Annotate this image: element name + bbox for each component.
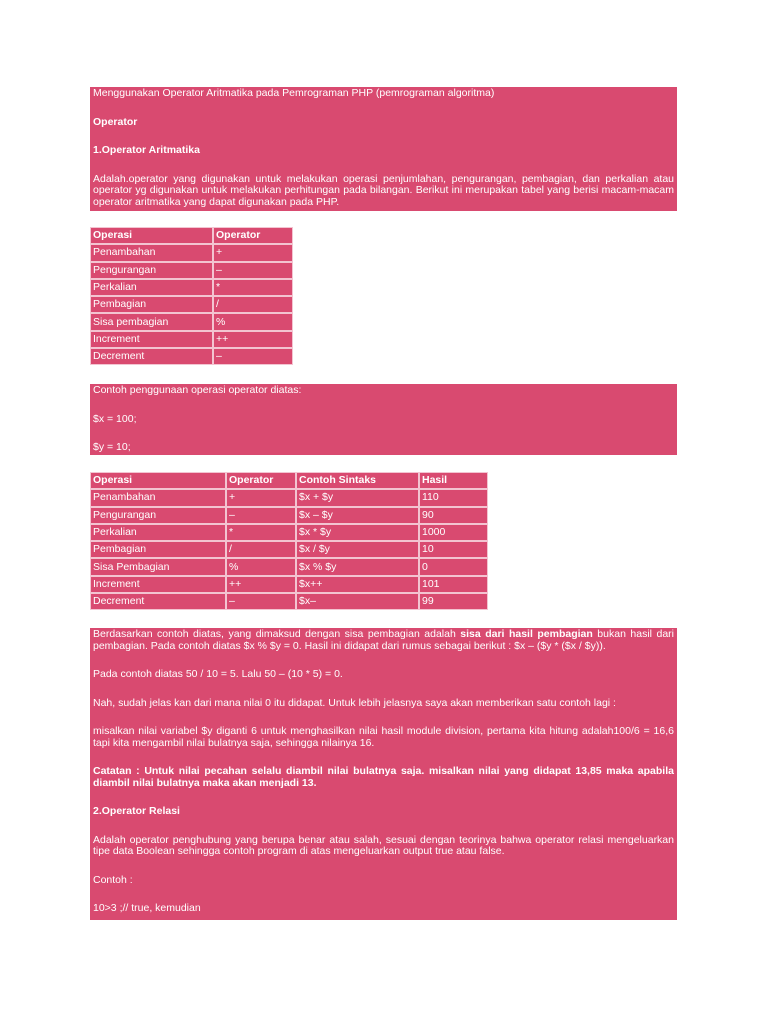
table-row [90,593,488,610]
table-row [90,296,293,313]
table-cell: – [213,262,293,279]
relational-example-label: Contoh : [93,873,133,886]
table-cell: / [213,296,293,313]
table-row [90,558,488,575]
table-cell: Decrement [90,348,213,365]
table-row [90,313,293,330]
operator-table [90,227,293,365]
table-row [90,489,488,506]
table-cell: Sisa Pembagian [90,558,226,575]
table-row [90,279,293,296]
table-header-row [90,472,488,489]
table-cell: 10 [419,541,488,558]
table-row [90,541,488,558]
table-cell: * [226,524,296,541]
table-cell: 1000 [419,524,488,541]
table-cell: – [213,348,293,365]
table-cell: Pembagian [90,541,226,558]
table-cell: $x * $y [296,524,419,541]
table-cell: 99 [419,593,488,610]
table-cell: – [226,507,296,524]
table-cell: 110 [419,489,488,506]
table-cell: Decrement [90,593,226,610]
table-cell: $x – $y [296,507,419,524]
heading-relational-operator: 2.Operator Relasi [93,805,180,817]
intro-section [90,87,677,211]
example-intro: Contoh penggunaan operasi operator diatas: [93,384,302,396]
table-row [90,348,293,365]
table-cell: Pembagian [90,296,213,313]
table-cell: $x + $y [296,489,419,506]
table-cell: ++ [213,331,293,348]
table-cell: Increment [90,331,213,348]
table-cell: Pengurangan [90,507,226,524]
column-header: Contoh Sintaks [296,472,419,489]
table-cell: % [213,313,293,330]
table-row [90,507,488,524]
example-y-assignment: $y = 10; [93,441,131,453]
table-cell: Penambahan [90,244,213,261]
table-cell: 0 [419,558,488,575]
intro-paragraph: Adalah.operator yang digunakan untuk melakukan operasi penjumlahan, pengurangan, pembagian, dan perkalian atau operator yg digunakan untuk melakukan perhitungan pada bilangan. Berikut ini merupakan tabel yang berisi macam-macam operator aritmatika yang dapat digunakan pada PHP. [93,172,674,208]
column-header: Operasi [90,472,226,489]
table-row [90,244,293,261]
column-header: Operator [213,227,293,244]
table-cell: * [213,279,293,296]
relational-description: Adalah operator penghubung yang berupa benar atau salah, sesuai dengan teorinya bahwa operator relasi mengeluarkan tipe data Boolean sehingga contoh program di atas mengeluarkan output true atau false. [93,833,674,857]
note-paragraph: Catatan : Untuk nilai pecahan selalu diambil nilai bulatnya saja. misalkan nilai yang didapat 13,85 maka apabila diambil nilai bulatnya maka akan menjadi 13. [93,765,674,789]
example-section [90,384,677,455]
table-cell: $x++ [296,576,419,593]
table-cell: Perkalian [90,279,213,296]
example-results-table [90,472,488,610]
table-cell: % [226,558,296,575]
table-row [90,331,293,348]
table-cell: / [226,541,296,558]
table-cell: 101 [419,576,488,593]
table-cell: Perkalian [90,524,226,541]
document-title: Menggunakan Operator Aritmatika pada Pemrograman PHP (pemrograman algoritma) [93,87,495,99]
table-cell: Penambahan [90,489,226,506]
table-cell: + [213,244,293,261]
relational-example-code: 10>3 ;// true, kemudian [93,902,201,914]
table-cell: Sisa pembagian [90,313,213,330]
table-cell: ++ [226,576,296,593]
table-cell: $x % $y [296,558,419,575]
explanation-section [90,628,677,920]
column-header: Hasil [419,472,488,489]
table-cell: + [226,489,296,506]
table-cell: Pengurangan [90,262,213,279]
table-row [90,524,488,541]
table-cell: 90 [419,507,488,524]
table-cell: – [226,593,296,610]
heading-arithmetic-operator: 1.Operator Aritmatika [93,144,200,156]
table-row [90,262,293,279]
column-header: Operator [226,472,296,489]
table-header-row [90,227,293,244]
column-header: Operasi [90,227,213,244]
explanation-paragraph-4: misalkan nilai variabel $y diganti 6 untuk menghasilkan nilai hasil module division, pertama kita hitung adalah100/6 = 16,6 tapi kita mengambil nilai bulatnya saja, sehingga nilainya 16. [93,725,674,749]
explanation-paragraph-1: Berdasarkan contoh diatas, yang dimaksud dengan sisa pembagian adalah sisa dari hasil pembagian bukan hasil dari pembagian. Pada contoh diatas $x % $y = 0. Hasil ini didapat dari rumus sebagai berikut : $x – ($y * ($x / $y)). [93,628,674,652]
heading-operator: Operator [93,115,138,128]
table-cell: $x– [296,593,419,610]
table-cell: $x / $y [296,541,419,558]
explanation-paragraph-2: Pada contoh diatas 50 / 10 = 5. Lalu 50 – (10 * 5) = 0. [93,668,343,680]
table-cell: Increment [90,576,226,593]
example-x-assignment: $x = 100; [93,412,137,425]
explanation-paragraph-3: Nah, sudah jelas kan dari mana nilai 0 itu didapat. Untuk lebih jelasnya saya akan memberikan satu contoh lagi : [93,696,616,709]
table-row [90,576,488,593]
